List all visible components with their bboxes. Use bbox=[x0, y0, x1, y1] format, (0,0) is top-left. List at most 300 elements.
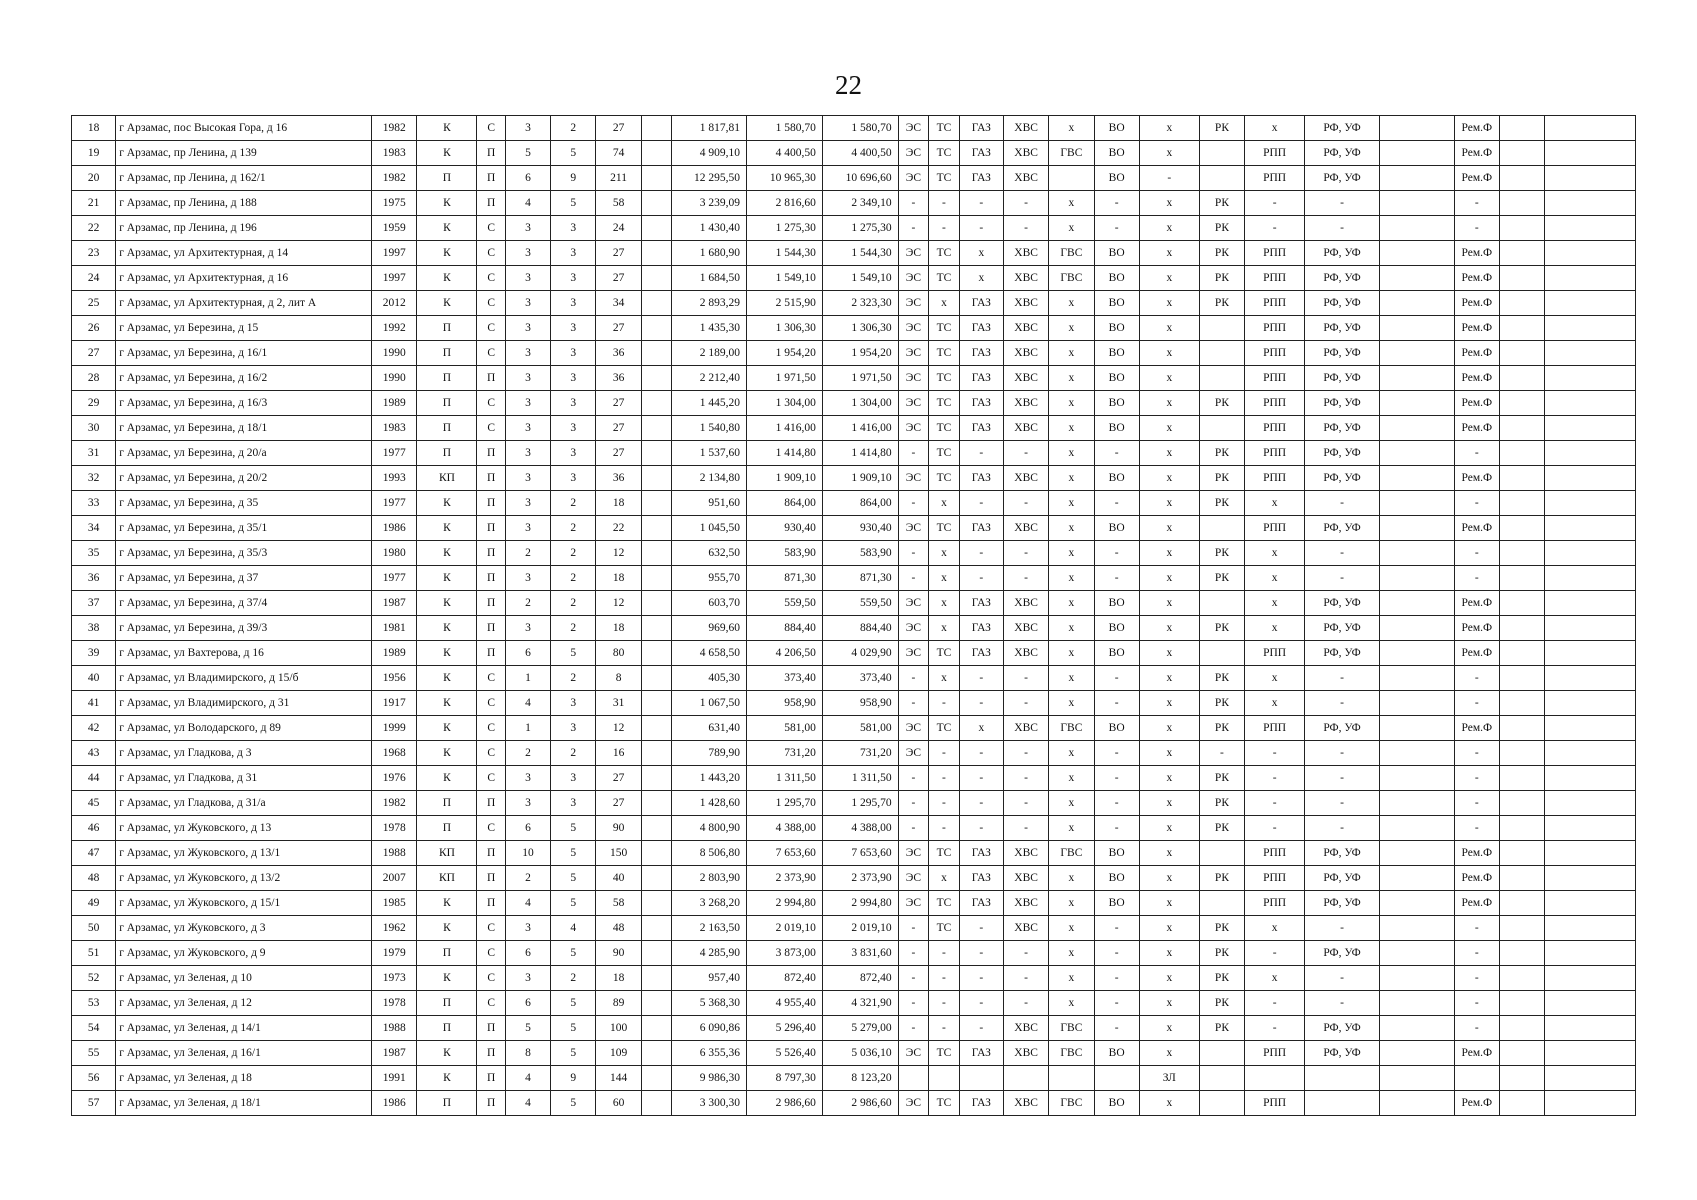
table-cell: Рем.Ф bbox=[1454, 616, 1499, 641]
table-cell: 1 549,10 bbox=[747, 266, 823, 291]
table-cell bbox=[1545, 141, 1636, 166]
table-cell: 5 bbox=[551, 866, 596, 891]
table-cell: ТС bbox=[929, 166, 960, 191]
table-cell bbox=[1305, 1066, 1380, 1091]
table-cell: ВО bbox=[1094, 591, 1139, 616]
table-cell: - bbox=[898, 541, 929, 566]
table-cell: - bbox=[1245, 766, 1305, 791]
table-cell: ЭС bbox=[898, 866, 929, 891]
table-cell: Рем.Ф bbox=[1454, 266, 1499, 291]
table-cell: РФ, УФ bbox=[1305, 341, 1380, 366]
table-cell: ГАЗ bbox=[959, 141, 1003, 166]
table-cell: 864,00 bbox=[822, 491, 898, 516]
table-cell: г Арзамас, ул Гладкова, д 31/а bbox=[116, 791, 372, 816]
table-row bbox=[72, 916, 1636, 941]
table-cell bbox=[641, 691, 672, 716]
table-cell: х bbox=[929, 566, 960, 591]
table-cell bbox=[641, 991, 672, 1016]
table-cell: 3 bbox=[551, 216, 596, 241]
table-cell: ГАЗ bbox=[959, 841, 1003, 866]
table-cell: х bbox=[1139, 391, 1199, 416]
table-cell: 4 bbox=[505, 1091, 550, 1116]
table-cell bbox=[641, 1041, 672, 1066]
table-cell bbox=[1545, 291, 1636, 316]
table-cell: 1 544,30 bbox=[822, 241, 898, 266]
table-cell: г Арзамас, ул Архитектурная, д 2, лит А bbox=[116, 291, 372, 316]
table-cell bbox=[1499, 916, 1544, 941]
table-cell: 1 909,10 bbox=[747, 466, 823, 491]
table-cell: 1989 bbox=[372, 641, 417, 666]
table-cell: К bbox=[417, 191, 477, 216]
table-cell: г Арзамас, ул Зеленая, д 14/1 bbox=[116, 1016, 372, 1041]
table-cell: 21 bbox=[72, 191, 116, 216]
table-cell: - bbox=[1003, 741, 1048, 766]
table-cell: П bbox=[417, 366, 477, 391]
table-cell: 1982 bbox=[372, 791, 417, 816]
table-cell: ГАЗ bbox=[959, 291, 1003, 316]
table-cell: ГАЗ bbox=[959, 366, 1003, 391]
housing-registry-table bbox=[71, 115, 1636, 1116]
table-cell: РК bbox=[1199, 216, 1244, 241]
table-cell: х bbox=[1139, 666, 1199, 691]
table-cell: П bbox=[477, 516, 505, 541]
table-cell: 8 797,30 bbox=[747, 1066, 823, 1091]
table-cell: ГАЗ bbox=[959, 466, 1003, 491]
table-cell: - bbox=[1139, 166, 1199, 191]
table-cell: РПП bbox=[1245, 241, 1305, 266]
table-cell: 1 909,10 bbox=[822, 466, 898, 491]
table-cell bbox=[1379, 116, 1454, 141]
table-cell bbox=[1199, 1066, 1244, 1091]
table-row bbox=[72, 316, 1636, 341]
table-cell: КП bbox=[417, 841, 477, 866]
table-cell: РФ, УФ bbox=[1305, 891, 1380, 916]
table-cell: 884,40 bbox=[822, 616, 898, 641]
table-cell: ГАЗ bbox=[959, 166, 1003, 191]
table-cell bbox=[1499, 166, 1544, 191]
table-cell: - bbox=[929, 191, 960, 216]
table-cell bbox=[641, 341, 672, 366]
table-cell: г Арзамас, ул Березина, д 16/3 bbox=[116, 391, 372, 416]
table-cell: К bbox=[417, 691, 477, 716]
table-cell bbox=[1499, 566, 1544, 591]
table-cell: 43 bbox=[72, 741, 116, 766]
table-cell: П bbox=[417, 1016, 477, 1041]
table-cell bbox=[1545, 766, 1636, 791]
table-cell bbox=[1545, 216, 1636, 241]
table-cell: х bbox=[1245, 591, 1305, 616]
table-cell bbox=[1545, 241, 1636, 266]
table-cell bbox=[1379, 641, 1454, 666]
table-cell: х bbox=[1245, 916, 1305, 941]
table-row bbox=[72, 1091, 1636, 1116]
table-cell: 4 029,90 bbox=[822, 641, 898, 666]
table-cell: РФ, УФ bbox=[1305, 616, 1380, 641]
table-cell: ГАЗ bbox=[959, 391, 1003, 416]
table-cell: - bbox=[1003, 816, 1048, 841]
table-cell: 603,70 bbox=[672, 591, 747, 616]
table-cell: г Арзамас, ул Жуковского, д 3 bbox=[116, 916, 372, 941]
table-cell: ЭС bbox=[898, 366, 929, 391]
table-cell bbox=[1499, 391, 1544, 416]
table-cell bbox=[1545, 191, 1636, 216]
table-cell bbox=[1499, 666, 1544, 691]
table-cell: 789,90 bbox=[672, 741, 747, 766]
table-cell: ХВС bbox=[1003, 141, 1048, 166]
table-cell: ЭС bbox=[898, 516, 929, 541]
table-row bbox=[72, 766, 1636, 791]
table-cell: х bbox=[1139, 691, 1199, 716]
table-cell: К bbox=[417, 241, 477, 266]
table-cell: ЭС bbox=[898, 716, 929, 741]
table-cell bbox=[1379, 1091, 1454, 1116]
table-cell: 4 bbox=[505, 191, 550, 216]
table-cell: 51 bbox=[72, 941, 116, 966]
table-cell: 1 580,70 bbox=[822, 116, 898, 141]
table-cell: г Арзамас, ул Архитектурная, д 14 bbox=[116, 241, 372, 266]
table-cell: - bbox=[959, 916, 1003, 941]
table-cell: х bbox=[1049, 566, 1094, 591]
table-cell: П bbox=[477, 366, 505, 391]
table-cell: 958,90 bbox=[747, 691, 823, 716]
table-cell: 6 090,86 bbox=[672, 1016, 747, 1041]
table-cell: 10 696,60 bbox=[822, 166, 898, 191]
table-cell: г Арзамас, ул Зеленая, д 16/1 bbox=[116, 1041, 372, 1066]
table-cell bbox=[1545, 841, 1636, 866]
table-cell: 47 bbox=[72, 841, 116, 866]
table-cell: 5 bbox=[551, 941, 596, 966]
table-cell: РФ, УФ bbox=[1305, 416, 1380, 441]
table-cell: 36 bbox=[596, 341, 641, 366]
table-cell: 1 275,30 bbox=[822, 216, 898, 241]
table-cell: 32 bbox=[72, 466, 116, 491]
table-cell: - bbox=[1003, 491, 1048, 516]
table-cell bbox=[1379, 941, 1454, 966]
table-cell: х bbox=[1245, 541, 1305, 566]
table-cell: КП bbox=[417, 466, 477, 491]
table-cell: х bbox=[1139, 491, 1199, 516]
table-cell: 2 bbox=[551, 566, 596, 591]
table-row bbox=[72, 666, 1636, 691]
table-cell: П bbox=[477, 891, 505, 916]
table-cell: РФ, УФ bbox=[1305, 941, 1380, 966]
table-row bbox=[72, 116, 1636, 141]
table-cell: х bbox=[1049, 666, 1094, 691]
table-cell bbox=[1499, 891, 1544, 916]
table-cell: 48 bbox=[596, 916, 641, 941]
table-cell: К bbox=[417, 541, 477, 566]
table-cell: 631,40 bbox=[672, 716, 747, 741]
table-cell: - bbox=[929, 741, 960, 766]
table-cell: г Арзамас, пр Ленина, д 196 bbox=[116, 216, 372, 241]
table-cell: 1982 bbox=[372, 166, 417, 191]
table-cell: ТС bbox=[929, 341, 960, 366]
table-cell: - bbox=[1094, 816, 1139, 841]
table-cell: 1981 bbox=[372, 616, 417, 641]
table-cell: ХВС bbox=[1003, 241, 1048, 266]
table-cell: 1 414,80 bbox=[822, 441, 898, 466]
table-cell bbox=[1545, 266, 1636, 291]
table-cell: П bbox=[477, 791, 505, 816]
table-cell: - bbox=[1094, 991, 1139, 1016]
table-cell: ГАЗ bbox=[959, 641, 1003, 666]
table-cell: 3 bbox=[551, 691, 596, 716]
table-cell: 1 304,00 bbox=[822, 391, 898, 416]
table-cell: - bbox=[1003, 791, 1048, 816]
table-cell: - bbox=[959, 941, 1003, 966]
table-cell: 25 bbox=[72, 291, 116, 316]
table-cell: х bbox=[1139, 341, 1199, 366]
table-cell: 4 388,00 bbox=[822, 816, 898, 841]
table-cell: 4 bbox=[505, 891, 550, 916]
table-cell: 581,00 bbox=[747, 716, 823, 741]
table-cell: г Арзамас, ул Березина, д 39/3 bbox=[116, 616, 372, 641]
table-cell: РК bbox=[1199, 391, 1244, 416]
table-cell: РК bbox=[1199, 691, 1244, 716]
table-cell: Рем.Ф bbox=[1454, 866, 1499, 891]
table-cell: РПП bbox=[1245, 516, 1305, 541]
table-cell: ВО bbox=[1094, 841, 1139, 866]
table-cell: 2 bbox=[551, 591, 596, 616]
table-cell: РПП bbox=[1245, 391, 1305, 416]
table-row bbox=[72, 441, 1636, 466]
table-cell: 3 bbox=[505, 241, 550, 266]
table-cell: Рем.Ф bbox=[1454, 116, 1499, 141]
table-cell: ЭС bbox=[898, 616, 929, 641]
table-cell: - bbox=[1003, 566, 1048, 591]
table-cell bbox=[641, 816, 672, 841]
table-cell: г Арзамас, ул Березина, д 35 bbox=[116, 491, 372, 516]
table-cell: К bbox=[417, 716, 477, 741]
table-cell bbox=[1545, 1041, 1636, 1066]
table-cell: 3 bbox=[505, 516, 550, 541]
table-cell: 3 bbox=[551, 716, 596, 741]
table-cell bbox=[1499, 266, 1544, 291]
table-cell: 4 285,90 bbox=[672, 941, 747, 966]
table-cell: 373,40 bbox=[747, 666, 823, 691]
table-cell: - bbox=[1454, 666, 1499, 691]
table-cell: С bbox=[477, 691, 505, 716]
table-cell: х bbox=[1245, 966, 1305, 991]
table-cell: РК bbox=[1199, 466, 1244, 491]
table-cell: х bbox=[1139, 641, 1199, 666]
table-cell bbox=[1499, 216, 1544, 241]
table-cell: - bbox=[1199, 741, 1244, 766]
table-cell: ГВС bbox=[1049, 141, 1094, 166]
table-cell: 872,40 bbox=[747, 966, 823, 991]
table-cell: 8 506,80 bbox=[672, 841, 747, 866]
table-cell: ТС bbox=[929, 141, 960, 166]
table-cell bbox=[1545, 1091, 1636, 1116]
table-cell: 56 bbox=[72, 1066, 116, 1091]
table-cell: ТС bbox=[929, 716, 960, 741]
table-cell: П bbox=[477, 866, 505, 891]
table-cell: ГВС bbox=[1049, 1091, 1094, 1116]
table-cell: РПП bbox=[1245, 266, 1305, 291]
table-cell: 9 bbox=[551, 1066, 596, 1091]
table-cell: С bbox=[477, 116, 505, 141]
table-cell bbox=[1199, 591, 1244, 616]
table-cell: 5 bbox=[551, 141, 596, 166]
table-cell: - bbox=[959, 966, 1003, 991]
table-cell: 969,60 bbox=[672, 616, 747, 641]
table-cell: РФ, УФ bbox=[1305, 266, 1380, 291]
table-cell: 6 bbox=[505, 166, 550, 191]
table-cell: 1 580,70 bbox=[747, 116, 823, 141]
table-cell: х bbox=[959, 716, 1003, 741]
table-cell: 1 bbox=[505, 666, 550, 691]
table-cell: ГВС bbox=[1049, 841, 1094, 866]
table-cell: х bbox=[1139, 716, 1199, 741]
table-cell bbox=[1379, 716, 1454, 741]
table-cell: - bbox=[1094, 666, 1139, 691]
table-cell bbox=[641, 1091, 672, 1116]
table-cell: г Арзамас, пр Ленина, д 162/1 bbox=[116, 166, 372, 191]
table-cell: 12 bbox=[596, 541, 641, 566]
page-number: 22 bbox=[835, 70, 862, 100]
table-cell: 1977 bbox=[372, 566, 417, 591]
table-cell: х bbox=[1049, 616, 1094, 641]
table-cell: х bbox=[1139, 566, 1199, 591]
table-cell: 50 bbox=[72, 916, 116, 941]
table-cell: 2 bbox=[505, 591, 550, 616]
table-cell: 2 986,60 bbox=[822, 1091, 898, 1116]
table-cell: КП bbox=[417, 866, 477, 891]
table-cell: ТС bbox=[929, 1091, 960, 1116]
table-cell: 211 bbox=[596, 166, 641, 191]
table-cell: П bbox=[477, 591, 505, 616]
table-cell: 20 bbox=[72, 166, 116, 191]
table-cell: РФ, УФ bbox=[1305, 1041, 1380, 1066]
table-cell: 1962 bbox=[372, 916, 417, 941]
table-cell: Рем.Ф bbox=[1454, 416, 1499, 441]
table-cell: 1 540,80 bbox=[672, 416, 747, 441]
table-cell: 1 430,40 bbox=[672, 216, 747, 241]
table-cell: х bbox=[1139, 591, 1199, 616]
table-cell: г Арзамас, пр Ленина, д 139 bbox=[116, 141, 372, 166]
table-cell: - bbox=[898, 941, 929, 966]
table-cell: - bbox=[959, 216, 1003, 241]
table-cell: - bbox=[1003, 216, 1048, 241]
table-cell: г Арзамас, ул Архитектурная, д 16 bbox=[116, 266, 372, 291]
table-cell: - bbox=[1003, 691, 1048, 716]
table-row bbox=[72, 566, 1636, 591]
table-cell bbox=[1094, 1066, 1139, 1091]
table-cell: - bbox=[1454, 766, 1499, 791]
table-cell: х bbox=[1049, 191, 1094, 216]
table-cell: х bbox=[1245, 566, 1305, 591]
table-cell: 5 526,40 bbox=[747, 1041, 823, 1066]
table-cell: 39 bbox=[72, 641, 116, 666]
table-cell: 5 bbox=[551, 641, 596, 666]
table-cell bbox=[1499, 741, 1544, 766]
table-cell bbox=[1545, 816, 1636, 841]
table-cell: - bbox=[1454, 691, 1499, 716]
table-cell: 2 bbox=[551, 541, 596, 566]
table-cell bbox=[1499, 791, 1544, 816]
table-cell: РФ, УФ bbox=[1305, 116, 1380, 141]
table-cell: РФ, УФ bbox=[1305, 1016, 1380, 1041]
table-cell: РПП bbox=[1245, 841, 1305, 866]
table-cell: 2 bbox=[551, 116, 596, 141]
table-cell: К bbox=[417, 891, 477, 916]
table-cell: ЭС bbox=[898, 116, 929, 141]
table-cell: 4 400,50 bbox=[822, 141, 898, 166]
table-cell bbox=[1379, 541, 1454, 566]
table-cell: РПП bbox=[1245, 891, 1305, 916]
table-cell: х bbox=[1049, 366, 1094, 391]
table-cell: 1 306,30 bbox=[747, 316, 823, 341]
table-cell: - bbox=[898, 816, 929, 841]
table-cell: 1978 bbox=[372, 816, 417, 841]
table-cell bbox=[929, 1066, 960, 1091]
table-cell: 3 268,20 bbox=[672, 891, 747, 916]
table-cell bbox=[1545, 616, 1636, 641]
table-cell: 1988 bbox=[372, 841, 417, 866]
table-cell: РК bbox=[1199, 541, 1244, 566]
table-cell: 3 bbox=[505, 266, 550, 291]
table-cell: - bbox=[959, 666, 1003, 691]
table-cell: х bbox=[1049, 791, 1094, 816]
table-row bbox=[72, 591, 1636, 616]
table-cell: 5 036,10 bbox=[822, 1041, 898, 1066]
table-cell: 1 295,70 bbox=[822, 791, 898, 816]
table-cell: С bbox=[477, 766, 505, 791]
table-cell bbox=[641, 866, 672, 891]
table-cell: ХВС bbox=[1003, 266, 1048, 291]
table-cell: 731,20 bbox=[822, 741, 898, 766]
table-cell: 27 bbox=[596, 316, 641, 341]
table-row bbox=[72, 241, 1636, 266]
table-cell: РФ, УФ bbox=[1305, 166, 1380, 191]
table-cell bbox=[1199, 891, 1244, 916]
table-cell: К bbox=[417, 741, 477, 766]
table-cell: ТС bbox=[929, 116, 960, 141]
table-cell: РК bbox=[1199, 266, 1244, 291]
table-cell bbox=[1379, 766, 1454, 791]
table-cell bbox=[1379, 866, 1454, 891]
table-cell: РФ, УФ bbox=[1305, 716, 1380, 741]
table-cell: РПП bbox=[1245, 141, 1305, 166]
table-cell: - bbox=[959, 191, 1003, 216]
table-cell: 1997 bbox=[372, 241, 417, 266]
table-cell: 12 bbox=[596, 716, 641, 741]
table-row bbox=[72, 1016, 1636, 1041]
table-cell: 74 bbox=[596, 141, 641, 166]
table-cell: Рем.Ф bbox=[1454, 141, 1499, 166]
table-cell: РПП bbox=[1245, 366, 1305, 391]
table-cell bbox=[1545, 541, 1636, 566]
table-cell: 5 bbox=[551, 816, 596, 841]
table-cell: х bbox=[1049, 991, 1094, 1016]
table-cell bbox=[1499, 866, 1544, 891]
table-cell: 1 435,30 bbox=[672, 316, 747, 341]
table-cell: 60 bbox=[596, 1091, 641, 1116]
table-cell: РК bbox=[1199, 991, 1244, 1016]
table-cell bbox=[1379, 891, 1454, 916]
table-cell: РК bbox=[1199, 791, 1244, 816]
table-cell: х bbox=[1139, 841, 1199, 866]
table-cell bbox=[641, 916, 672, 941]
table-cell bbox=[641, 391, 672, 416]
table-cell: ВО bbox=[1094, 266, 1139, 291]
table-cell: ГВС bbox=[1049, 266, 1094, 291]
table-cell bbox=[641, 1016, 672, 1041]
table-cell bbox=[641, 791, 672, 816]
table-cell: - bbox=[1454, 966, 1499, 991]
table-cell: Рем.Ф bbox=[1454, 466, 1499, 491]
table-cell: - bbox=[1454, 491, 1499, 516]
